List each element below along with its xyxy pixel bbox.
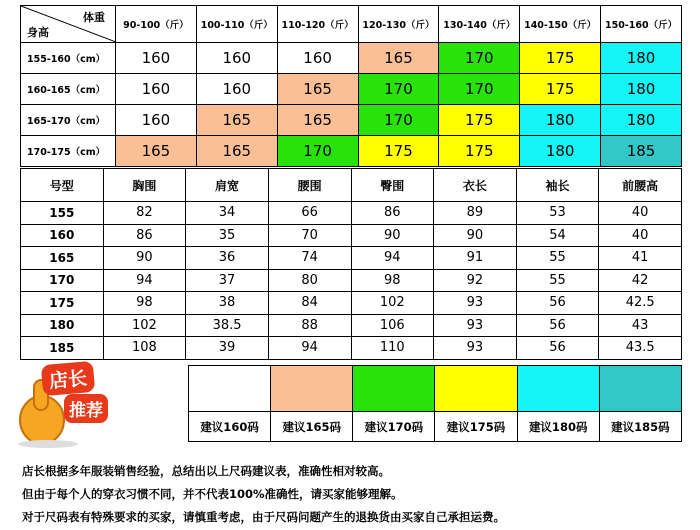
size-cell: 170 [277,136,358,167]
measure-cell: 42.5 [599,292,682,315]
legend-swatch [599,366,681,412]
measure-cell: 40 [599,202,682,225]
size-code-cell: 185 [21,337,104,360]
measure-cell: 106 [351,314,434,337]
measure-cell: 55 [516,269,599,292]
size-cell: 165 [116,136,197,167]
weight-header: 150-160（斤） [601,6,682,43]
measure-cell: 108 [103,337,186,360]
size-row [21,136,682,167]
measure-cell: 102 [351,292,434,315]
measure-cell: 37 [186,269,269,292]
measure-cell: 102 [103,314,186,337]
size-header-row [21,6,682,43]
measure-cell: 42 [599,269,682,292]
measure-cell: 43 [599,314,682,337]
measure-cell: 90 [434,224,517,247]
size-cell: 165 [196,105,277,136]
size-code-cell: 155 [21,202,104,225]
note-line: 对于尺码表有特殊要求的买家，请慎重考虑，由于尺码问题产生的退换货由买家自己承担运费。 [22,510,505,524]
corner-weight-label: 体重 [83,11,105,24]
measure-cell: 36 [186,247,269,270]
size-cell: 160 [277,43,358,74]
measure-cell: 43.5 [599,337,682,360]
measure-cell: 56 [516,337,599,360]
table-row [21,202,682,225]
measure-cell: 84 [268,292,351,315]
table-row [21,314,682,337]
measure-cell: 35 [186,224,269,247]
measure-cell: 94 [351,247,434,270]
legend-label: 建议160码 [189,412,271,442]
measure-cell: 86 [351,202,434,225]
measure-header: 号型 [21,169,104,202]
legend-label: 建议165码 [271,412,353,442]
height-header: 165-170（cm） [21,105,116,136]
size-cell: 185 [601,136,682,167]
measure-cell: 74 [268,247,351,270]
size-cell: 160 [116,105,197,136]
measurement-table [20,168,682,360]
size-cell: 180 [520,136,601,167]
measure-header: 臀围 [351,169,434,202]
table-row [21,269,682,292]
measure-cell: 56 [516,314,599,337]
measure-header: 袖长 [516,169,599,202]
badge-line2: 推荐 [64,394,108,423]
measure-cell: 54 [516,224,599,247]
measure-cell: 88 [268,314,351,337]
measure-cell: 56 [516,292,599,315]
measure-header: 肩宽 [186,169,269,202]
size-color-legend [188,365,682,442]
size-cell: 170 [358,74,439,105]
size-row [21,43,682,74]
corner-height-label: 身高 [27,26,49,39]
weight-header: 100-110（斤） [196,6,277,43]
measure-cell: 55 [516,247,599,270]
size-cell: 165 [277,74,358,105]
size-cell: 180 [520,105,601,136]
measure-header: 前腰高 [599,169,682,202]
measure-cell: 80 [268,269,351,292]
size-code-cell: 165 [21,247,104,270]
weight-header: 140-150（斤） [520,6,601,43]
size-cell: 165 [196,136,277,167]
store-manager-badge [14,360,114,450]
measure-cell: 82 [103,202,186,225]
height-header: 155-160（cm） [21,43,116,74]
measure-cell: 34 [186,202,269,225]
size-cell: 160 [196,74,277,105]
measure-cell: 38 [186,292,269,315]
measure-cell: 91 [434,247,517,270]
size-cell: 175 [439,136,520,167]
weight-header: 130-140（斤） [439,6,520,43]
measure-cell: 70 [268,224,351,247]
measure-cell: 90 [351,224,434,247]
weight-header: 110-120（斤） [277,6,358,43]
measure-cell: 110 [351,337,434,360]
size-cell: 175 [520,43,601,74]
size-cell: 180 [601,105,682,136]
measure-cell: 98 [103,292,186,315]
size-code-cell: 160 [21,224,104,247]
measure-cell: 93 [434,337,517,360]
measure-cell: 38.5 [186,314,269,337]
weight-header: 90-100（斤） [116,6,197,43]
size-recommendation-table [20,5,682,167]
size-row [21,105,682,136]
legend-swatch [517,366,599,412]
measure-cell: 94 [268,337,351,360]
measure-cell: 93 [434,292,517,315]
size-cell: 160 [116,74,197,105]
measure-cell: 92 [434,269,517,292]
size-code-cell: 180 [21,314,104,337]
measure-cell: 66 [268,202,351,225]
size-cell: 160 [116,43,197,74]
legend-label: 建议180码 [517,412,599,442]
legend-label: 建议170码 [353,412,435,442]
size-row [21,74,682,105]
size-cell: 175 [439,105,520,136]
measure-cell: 93 [434,314,517,337]
weight-header: 120-130（斤） [358,6,439,43]
note-line: 但由于每个人的穿衣习惯不同，并不代表100%准确性，请买家能够理解。 [22,487,403,501]
size-cell: 165 [358,43,439,74]
table-row [21,337,682,360]
measure-cell: 89 [434,202,517,225]
size-cell: 175 [520,74,601,105]
measure-cell: 86 [103,224,186,247]
legend-swatch [353,366,435,412]
size-cell: 160 [196,43,277,74]
measure-cell: 41 [599,247,682,270]
legend-swatch [189,366,271,412]
legend-label: 建议175码 [435,412,517,442]
legend-label: 建议185码 [599,412,681,442]
size-cell: 180 [601,43,682,74]
measure-header: 胸围 [103,169,186,202]
measure-cell: 94 [103,269,186,292]
height-header: 160-165（cm） [21,74,116,105]
table-row [21,292,682,315]
measure-cell: 90 [103,247,186,270]
size-code-cell: 170 [21,269,104,292]
corner-cell [21,6,116,43]
size-cell: 170 [439,43,520,74]
table-row [21,247,682,270]
measure-header: 衣长 [434,169,517,202]
measure-header-row [21,169,682,202]
legend-swatch [271,366,353,412]
legend-swatch [435,366,517,412]
note-line: 店长根据多年服装销售经验，总结出以上尺码建议表，准确性相对较高。 [22,464,390,478]
height-header: 170-175（cm） [21,136,116,167]
size-cell: 175 [358,136,439,167]
measure-header: 腰围 [268,169,351,202]
size-code-cell: 175 [21,292,104,315]
table-row [21,224,682,247]
badge-line1: 店长 [41,361,96,396]
size-cell: 170 [358,105,439,136]
measure-cell: 40 [599,224,682,247]
size-cell: 170 [439,74,520,105]
measure-cell: 53 [516,202,599,225]
measure-cell: 98 [351,269,434,292]
measure-cell: 39 [186,337,269,360]
size-cell: 180 [601,74,682,105]
size-cell: 165 [277,105,358,136]
